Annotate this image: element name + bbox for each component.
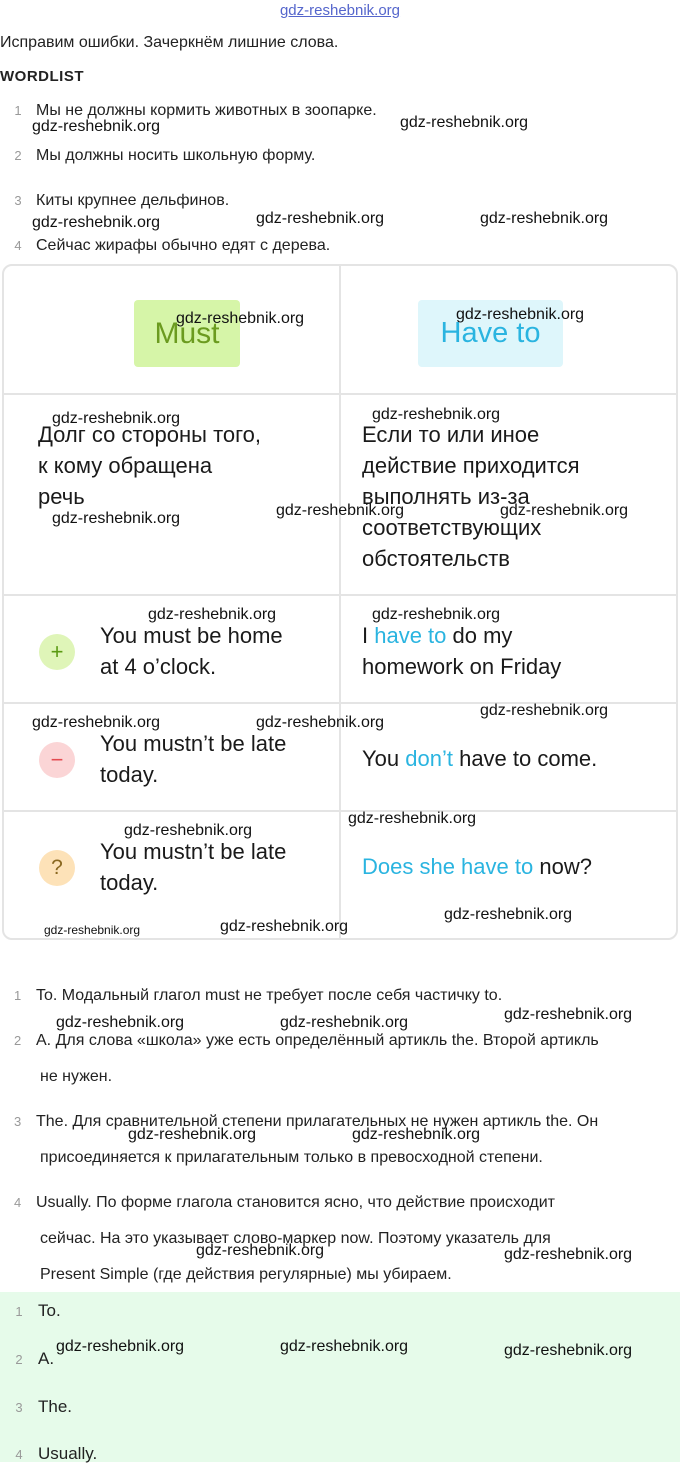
answer-item: 1 To. xyxy=(15,1301,61,1320)
watermark: gdz-reshebnik.org xyxy=(444,906,573,923)
explanation-item: 2 А. Для слова «школа» уже есть определённый артикль the. Второй артикль не нужен. xyxy=(14,1032,599,1085)
must-header: Must xyxy=(134,300,240,367)
must-positive-example: You must be home at 4 o’clock. xyxy=(100,623,283,679)
watermark: gdz-reshebnik.org xyxy=(256,714,385,731)
watermark: gdz-reshebnik.org xyxy=(32,118,161,135)
watermark: gdz-reshebnik.org xyxy=(148,606,277,623)
must-negative-example: You mustn’t be late today. xyxy=(100,731,287,787)
site-link[interactable]: gdz-reshebnik.org xyxy=(279,2,401,19)
watermark: gdz-reshebnik.org xyxy=(32,214,161,231)
watermark: gdz-reshebnik.org xyxy=(44,923,141,937)
watermark: gdz-reshebnik.org xyxy=(32,714,161,731)
watermark: gdz-reshebnik.org xyxy=(280,1338,409,1355)
watermark: gdz-reshebnik.org xyxy=(504,1246,633,1263)
watermark: gdz-reshebnik.org xyxy=(128,1126,257,1143)
watermark: gdz-reshebnik.org xyxy=(256,210,385,227)
watermark: gdz-reshebnik.org xyxy=(220,918,349,935)
watermark: gdz-reshebnik.org xyxy=(480,210,609,227)
answer-item: 4 Usually. xyxy=(15,1444,98,1463)
answer-item: 3 The. xyxy=(15,1397,73,1416)
table-divider xyxy=(2,594,678,596)
table-divider xyxy=(2,810,678,812)
watermark: gdz-reshebnik.org xyxy=(52,410,181,427)
answers-panel xyxy=(0,1292,680,1462)
intro-text: Исправим ошибки. Зачеркнём лишние слова. xyxy=(0,34,339,51)
minus-icon: − xyxy=(39,742,75,778)
watermark: gdz-reshebnik.org xyxy=(348,810,477,827)
explanation-item: 4 Usually. По форме глагола становится ясно, что действие происходит сейчас. На это указывает слово-маркер now. Поэтому указатель для Present Simple (где действия регулярные) мы убираем. xyxy=(14,1194,555,1283)
must-definition: Долг со стороны того, к кому обращена речь xyxy=(38,422,262,509)
wordlist-item: 2 Мы должны носить школьную форму. xyxy=(14,147,316,164)
explanation-item: 3 The. Для сравнительной степени прилагательных не нужен артикль the. Он присоединяется к прилагательным только в превосходной степени. xyxy=(14,1113,599,1166)
wordlist-item: 4 Сейчас жирафы обычно едят с дерева. xyxy=(14,237,331,254)
watermark: gdz-reshebnik.org xyxy=(372,406,501,423)
have-to-question-example: Does she have to now? xyxy=(362,854,592,879)
watermark: gdz-reshebnik.org xyxy=(504,1006,633,1023)
watermark: gdz-reshebnik.org xyxy=(196,1242,325,1259)
wordlist-item: 1 Мы не должны кормить животных в зоопарке. xyxy=(14,102,377,119)
have-to-positive-example: I have to do my homework on Friday xyxy=(362,623,562,679)
watermark: gdz-reshebnik.org xyxy=(480,702,609,719)
explanation-item: 1 To. Модальный глагол must не требует после себя частичку to. xyxy=(14,987,503,1004)
watermark: gdz-reshebnik.org xyxy=(456,306,585,323)
watermark: gdz-reshebnik.org xyxy=(52,510,181,527)
table-divider xyxy=(2,393,678,395)
watermark: gdz-reshebnik.org xyxy=(500,502,629,519)
watermark: gdz-reshebnik.org xyxy=(400,114,529,131)
table-divider xyxy=(339,266,341,938)
watermark: gdz-reshebnik.org xyxy=(124,822,253,839)
have-to-definition: Если то или иное действие приходится выполнять из-за соответствующих обстоятельств xyxy=(362,422,580,571)
watermark: gdz-reshebnik.org xyxy=(56,1338,185,1355)
have-to-header: Have to xyxy=(418,300,563,367)
wordlist-item: 3 Киты крупнее дельфинов. xyxy=(14,192,230,209)
watermark: gdz-reshebnik.org xyxy=(372,606,501,623)
answer-item: 2 A. xyxy=(15,1349,55,1368)
plus-icon: + xyxy=(39,634,75,670)
watermark: gdz-reshebnik.org xyxy=(56,1014,185,1031)
wordlist-heading: WORDLIST xyxy=(0,68,84,85)
watermark: gdz-reshebnik.org xyxy=(276,502,405,519)
must-question-example: You mustn’t be late today. xyxy=(100,839,287,895)
question-icon: ? xyxy=(39,850,75,886)
watermark: gdz-reshebnik.org xyxy=(504,1342,633,1359)
watermark: gdz-reshebnik.org xyxy=(176,310,305,327)
watermark: gdz-reshebnik.org xyxy=(280,1014,409,1031)
have-to-negative-example: You don’t have to come. xyxy=(362,746,598,771)
watermark: gdz-reshebnik.org xyxy=(352,1126,481,1143)
